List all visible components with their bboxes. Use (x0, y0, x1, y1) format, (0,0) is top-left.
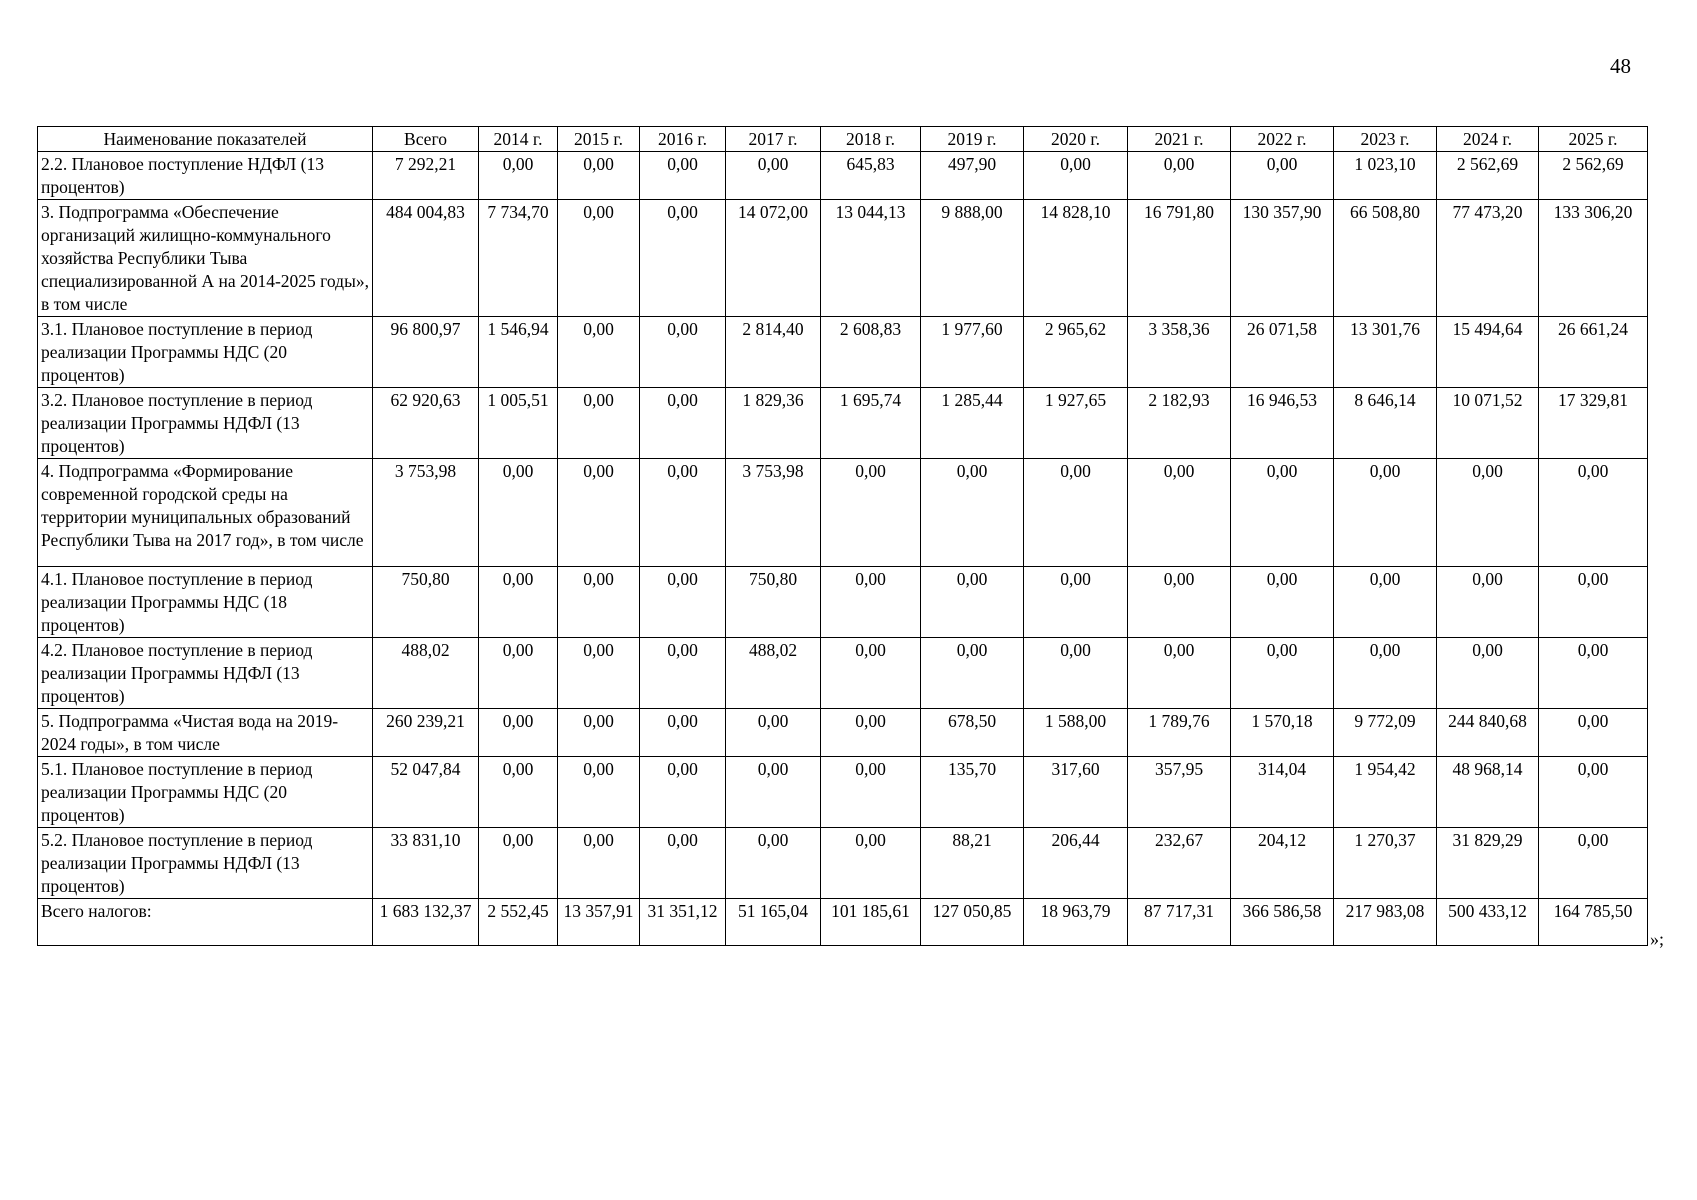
value-cell: 77 473,20 (1437, 200, 1539, 317)
value-cell: 0,00 (558, 638, 640, 709)
column-header: 2024 г. (1437, 127, 1539, 152)
value-cell: 357,95 (1128, 757, 1231, 828)
value-cell: 0,00 (479, 638, 558, 709)
value-cell: 645,83 (821, 152, 921, 200)
row-label: 3.2. Плановое поступление в период реализации Программы НДФЛ (13 процентов) (38, 388, 373, 459)
column-header: 2016 г. (640, 127, 726, 152)
row-label: 5.2. Плановое поступление в период реализации Программы НДФЛ (13 процентов) (38, 828, 373, 899)
value-cell: 0,00 (1539, 638, 1648, 709)
value-cell: 1 546,94 (479, 317, 558, 388)
value-cell: 232,67 (1128, 828, 1231, 899)
row-label: 2.2. Плановое поступление НДФЛ (13 процентов) (38, 152, 373, 200)
column-header: 2023 г. (1334, 127, 1437, 152)
value-cell: 14 828,10 (1024, 200, 1128, 317)
value-cell: 0,00 (726, 757, 821, 828)
value-cell: 164 785,50 (1539, 899, 1648, 946)
value-cell: 1 023,10 (1334, 152, 1437, 200)
value-cell: 2 562,69 (1539, 152, 1648, 200)
value-cell: 0,00 (1231, 459, 1334, 567)
value-cell: 1 588,00 (1024, 709, 1128, 757)
table-row (38, 152, 1648, 200)
value-cell: 0,00 (479, 709, 558, 757)
value-cell: 0,00 (1128, 567, 1231, 638)
value-cell: 0,00 (640, 459, 726, 567)
value-cell: 26 071,58 (1231, 317, 1334, 388)
value-cell: 0,00 (1539, 709, 1648, 757)
value-cell: 0,00 (640, 152, 726, 200)
value-cell: 88,21 (921, 828, 1024, 899)
value-cell: 7 292,21 (373, 152, 479, 200)
value-cell: 127 050,85 (921, 899, 1024, 946)
value-cell: 0,00 (1024, 638, 1128, 709)
value-cell: 0,00 (1024, 459, 1128, 567)
value-cell: 0,00 (1437, 567, 1539, 638)
column-header: 2021 г. (1128, 127, 1231, 152)
value-cell: 8 646,14 (1334, 388, 1437, 459)
value-cell: 0,00 (479, 828, 558, 899)
column-header: Наименование показателей (38, 127, 373, 152)
value-cell: 2 552,45 (479, 899, 558, 946)
value-cell: 101 185,61 (821, 899, 921, 946)
value-cell: 488,02 (726, 638, 821, 709)
value-cell: 0,00 (1539, 757, 1648, 828)
value-cell: 17 329,81 (1539, 388, 1648, 459)
value-cell: 0,00 (640, 567, 726, 638)
value-cell: 488,02 (373, 638, 479, 709)
table-row (38, 757, 1648, 828)
value-cell: 500 433,12 (1437, 899, 1539, 946)
row-label: 4. Подпрограмма «Формирование современной городской среды на территории муниципальных образований Республики Тыва на 2017 год», в том числе (38, 459, 373, 567)
value-cell: 1 683 132,37 (373, 899, 479, 946)
value-cell: 260 239,21 (373, 709, 479, 757)
value-cell: 0,00 (640, 828, 726, 899)
value-cell: 366 586,58 (1231, 899, 1334, 946)
value-cell: 0,00 (1128, 459, 1231, 567)
value-cell: 13 044,13 (821, 200, 921, 317)
column-header: 2022 г. (1231, 127, 1334, 152)
value-cell: 0,00 (726, 709, 821, 757)
value-cell: 206,44 (1024, 828, 1128, 899)
value-cell: 1 005,51 (479, 388, 558, 459)
value-cell: 26 661,24 (1539, 317, 1648, 388)
value-cell: 0,00 (558, 567, 640, 638)
value-cell: 0,00 (640, 709, 726, 757)
table-row (38, 200, 1648, 317)
value-cell: 3 358,36 (1128, 317, 1231, 388)
value-cell: 484 004,83 (373, 200, 479, 317)
column-header: Всего (373, 127, 479, 152)
table-row (38, 638, 1648, 709)
value-cell: 0,00 (821, 638, 921, 709)
value-cell: 15 494,64 (1437, 317, 1539, 388)
value-cell: 135,70 (921, 757, 1024, 828)
tax-revenue-table (37, 126, 1648, 946)
value-cell: 0,00 (558, 152, 640, 200)
column-header: 2025 г. (1539, 127, 1648, 152)
value-cell: 314,04 (1231, 757, 1334, 828)
value-cell: 31 351,12 (640, 899, 726, 946)
value-cell: 9 888,00 (921, 200, 1024, 317)
column-header: 2014 г. (479, 127, 558, 152)
value-cell: 0,00 (726, 828, 821, 899)
value-cell: 33 831,10 (373, 828, 479, 899)
value-cell: 0,00 (1231, 152, 1334, 200)
table-row (38, 709, 1648, 757)
table-row (38, 317, 1648, 388)
value-cell: 16 791,80 (1128, 200, 1231, 317)
value-cell: 0,00 (479, 152, 558, 200)
table-row (38, 388, 1648, 459)
row-label: Всего налогов: (38, 899, 373, 946)
value-cell: 9 772,09 (1334, 709, 1437, 757)
value-cell: 0,00 (1334, 638, 1437, 709)
value-cell: 48 968,14 (1437, 757, 1539, 828)
value-cell: 2 562,69 (1437, 152, 1539, 200)
value-cell: 0,00 (921, 638, 1024, 709)
value-cell: 0,00 (1024, 152, 1128, 200)
value-cell: 750,80 (726, 567, 821, 638)
value-cell: 0,00 (1231, 567, 1334, 638)
value-cell: 0,00 (821, 567, 921, 638)
value-cell: 0,00 (558, 317, 640, 388)
value-cell: 0,00 (1128, 152, 1231, 200)
row-label: 4.2. Плановое поступление в период реализации Программы НДФЛ (13 процентов) (38, 638, 373, 709)
column-header: 2019 г. (921, 127, 1024, 152)
value-cell: 1 927,65 (1024, 388, 1128, 459)
value-cell: 0,00 (640, 200, 726, 317)
value-cell: 0,00 (558, 709, 640, 757)
value-cell: 0,00 (821, 459, 921, 567)
row-label: 5.1. Плановое поступление в период реализации Программы НДС (20 процентов) (38, 757, 373, 828)
value-cell: 13 357,91 (558, 899, 640, 946)
value-cell: 0,00 (558, 200, 640, 317)
value-cell: 0,00 (479, 757, 558, 828)
value-cell: 2 965,62 (1024, 317, 1128, 388)
page-number: 48 (1610, 54, 1631, 78)
value-cell: 0,00 (640, 388, 726, 459)
value-cell: 1 977,60 (921, 317, 1024, 388)
value-cell: 244 840,68 (1437, 709, 1539, 757)
value-cell: 0,00 (1334, 567, 1437, 638)
row-label: 5. Подпрограмма «Чистая вода на 2019-2024 годы», в том числе (38, 709, 373, 757)
value-cell: 0,00 (640, 317, 726, 388)
row-label: 4.1. Плановое поступление в период реализации Программы НДС (18 процентов) (38, 567, 373, 638)
total-row (38, 899, 1648, 946)
value-cell: 1 570,18 (1231, 709, 1334, 757)
value-cell: 0,00 (821, 828, 921, 899)
table-row (38, 828, 1648, 899)
value-cell: 497,90 (921, 152, 1024, 200)
table-row (38, 459, 1648, 567)
value-cell: 0,00 (558, 828, 640, 899)
value-cell: 0,00 (479, 459, 558, 567)
value-cell: 678,50 (921, 709, 1024, 757)
table-header-row (38, 127, 1648, 152)
row-label: 3. Подпрограмма «Обеспечение организаций жилищно-коммунального хозяйства Республики Тыва специализированной А на 2014-2025 годы», в том числе (38, 200, 373, 317)
value-cell: 0,00 (558, 459, 640, 567)
value-cell: 0,00 (1437, 638, 1539, 709)
value-cell: 0,00 (1539, 828, 1648, 899)
column-header: 2020 г. (1024, 127, 1128, 152)
value-cell: 10 071,52 (1437, 388, 1539, 459)
value-cell: 0,00 (821, 709, 921, 757)
value-cell: 2 182,93 (1128, 388, 1231, 459)
value-cell: 3 753,98 (726, 459, 821, 567)
value-cell: 1 270,37 (1334, 828, 1437, 899)
value-cell: 2 608,83 (821, 317, 921, 388)
value-cell: 96 800,97 (373, 317, 479, 388)
value-cell: 0,00 (921, 459, 1024, 567)
value-cell: 0,00 (726, 152, 821, 200)
report-table-container (37, 126, 1648, 946)
value-cell: 1 954,42 (1334, 757, 1437, 828)
value-cell: 0,00 (640, 638, 726, 709)
value-cell: 750,80 (373, 567, 479, 638)
value-cell: 0,00 (640, 757, 726, 828)
value-cell: 133 306,20 (1539, 200, 1648, 317)
value-cell: 317,60 (1024, 757, 1128, 828)
value-cell: 0,00 (1128, 638, 1231, 709)
column-header: 2015 г. (558, 127, 640, 152)
closing-quote-mark: »; (1650, 929, 1665, 949)
value-cell: 1 285,44 (921, 388, 1024, 459)
value-cell: 51 165,04 (726, 899, 821, 946)
value-cell: 0,00 (921, 567, 1024, 638)
value-cell: 0,00 (1437, 459, 1539, 567)
value-cell: 31 829,29 (1437, 828, 1539, 899)
table-row (38, 567, 1648, 638)
table-body (38, 152, 1648, 946)
value-cell: 1 695,74 (821, 388, 921, 459)
value-cell: 0,00 (1231, 638, 1334, 709)
value-cell: 0,00 (558, 388, 640, 459)
value-cell: 62 920,63 (373, 388, 479, 459)
value-cell: 66 508,80 (1334, 200, 1437, 317)
value-cell: 52 047,84 (373, 757, 479, 828)
value-cell: 1 829,36 (726, 388, 821, 459)
value-cell: 14 072,00 (726, 200, 821, 317)
value-cell: 0,00 (1334, 459, 1437, 567)
row-label: 3.1. Плановое поступление в период реализации Программы НДС (20 процентов) (38, 317, 373, 388)
value-cell: 13 301,76 (1334, 317, 1437, 388)
value-cell: 18 963,79 (1024, 899, 1128, 946)
value-cell: 3 753,98 (373, 459, 479, 567)
value-cell: 7 734,70 (479, 200, 558, 317)
value-cell: 87 717,31 (1128, 899, 1231, 946)
column-header: 2018 г. (821, 127, 921, 152)
value-cell: 0,00 (479, 567, 558, 638)
value-cell: 1 789,76 (1128, 709, 1231, 757)
column-header: 2017 г. (726, 127, 821, 152)
value-cell: 2 814,40 (726, 317, 821, 388)
value-cell: 0,00 (821, 757, 921, 828)
value-cell: 0,00 (558, 757, 640, 828)
value-cell: 130 357,90 (1231, 200, 1334, 317)
value-cell: 204,12 (1231, 828, 1334, 899)
value-cell: 0,00 (1539, 459, 1648, 567)
value-cell: 0,00 (1024, 567, 1128, 638)
value-cell: 217 983,08 (1334, 899, 1437, 946)
value-cell: 16 946,53 (1231, 388, 1334, 459)
value-cell: 0,00 (1539, 567, 1648, 638)
